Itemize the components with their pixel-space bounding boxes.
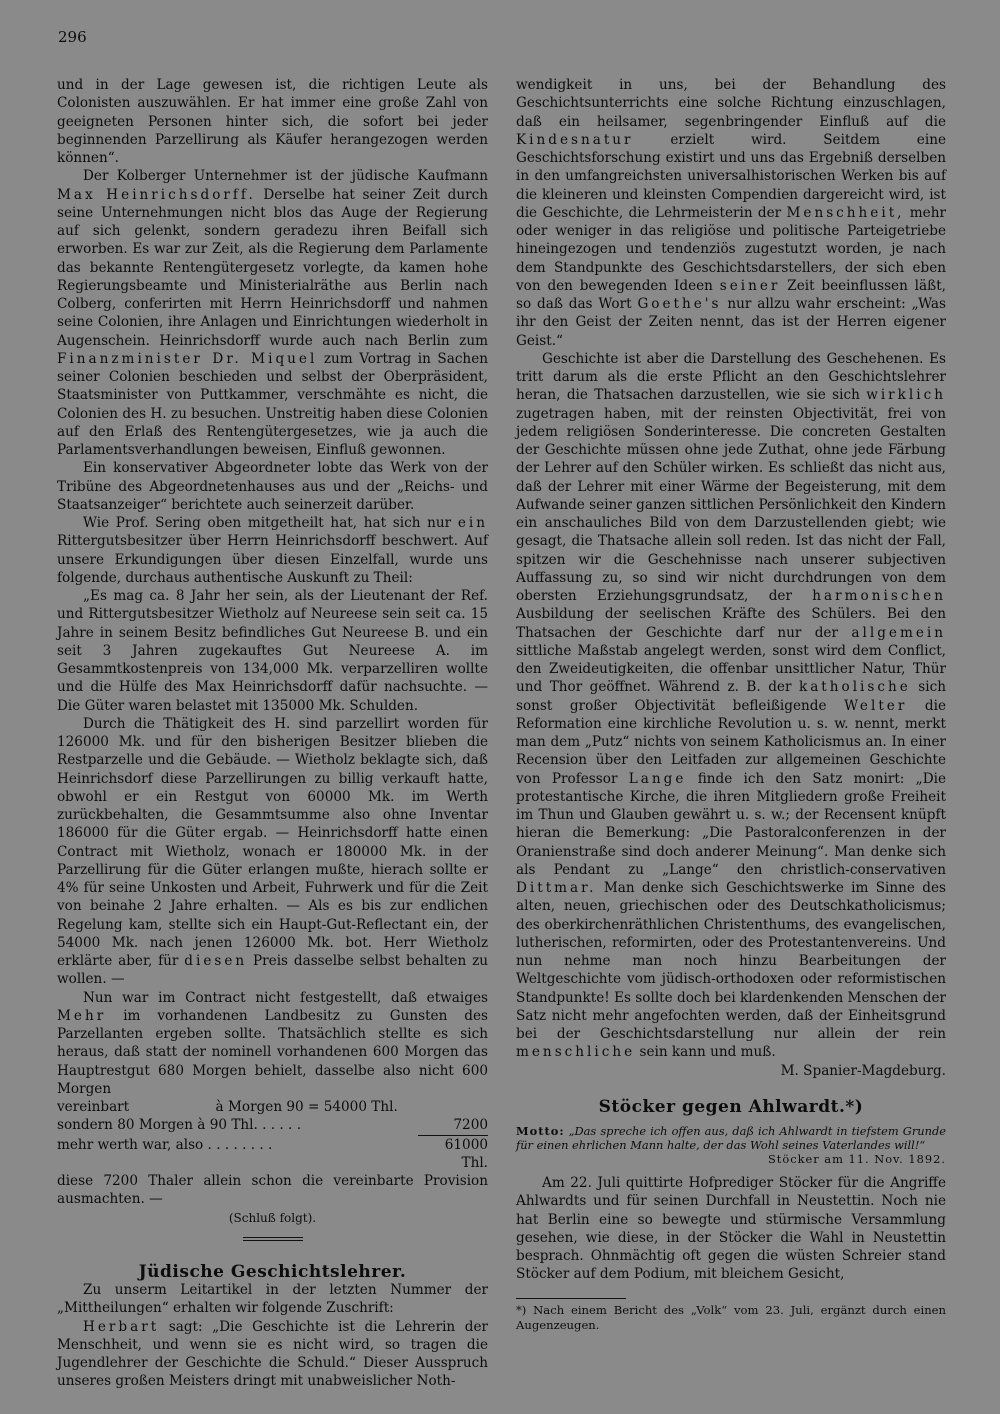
page-number: 296 bbox=[58, 28, 87, 46]
left-column bbox=[57, 76, 488, 1391]
spaced-word: allgemein bbox=[851, 624, 946, 641]
motto-label: Motto: bbox=[516, 1124, 565, 1138]
calc-text: sondern 80 Morgen à 90 Thl. . . . . . bbox=[57, 1117, 302, 1134]
text-run: Preis dasselbe selbst behalten zu wollen. — bbox=[57, 953, 488, 988]
footnote-rule bbox=[516, 1298, 626, 1299]
spaced-name: Max Heinrichsdorff. bbox=[57, 186, 256, 203]
spaced-name: Finanzminister Dr. Miquel bbox=[57, 350, 318, 367]
text-run: mehr oder weniger in das religiöse und politische Parteigetriebe hineingezogen und tendenziös zugestutzt worden, je nach dem Standpunkte des Geschichtsdarstellers, der sich eben von den bewegenden Ideen bbox=[516, 204, 946, 294]
right-column bbox=[516, 76, 946, 1333]
calc-text: vereinbart à Morgen 90 = 54000 Thl. bbox=[57, 1099, 398, 1115]
text-run: sein kann und muß. bbox=[639, 1044, 776, 1061]
spaced-name: Goethe's bbox=[637, 296, 722, 312]
paragraph bbox=[57, 167, 488, 459]
text-run: sich sonst großer Objectivität befleißigende bbox=[516, 679, 946, 714]
text-run: finde ich den Satz monirt: „Die protestantische Kirche, die ihren Mitgliedern große Freiheit im Thun und Glauben gewährt u. s. w.; der Recensent knüpft hieran die Bemerkung: „Die Pastoralconferenzen in der Oranienstraße sind doch anderer Meinung“. Man denke sich als Pendant zu „Lange“ den christlich-conservativen bbox=[516, 770, 947, 878]
author-signature: M. Spanier-Magdeburg. bbox=[780, 1062, 946, 1079]
text-run: Wie Prof. Sering oben mitgetheilt hat, hat sich nur bbox=[83, 515, 452, 531]
paragraph: Am 22. Juli quittirte Hofprediger Stöcker für die Angriffe Ahlwardts und für seinen Durchfall in Neustettin. Noch nie hat Berlin eine so bewegte und stürmische Versammlung gesehen, wie diese, in der Stöcker die Wahl in Neustettin besprach. Ohnmächtig oft gegen die wüsten Schreier stand Stöcker auf dem Podium, mit bleichem Gesicht, bbox=[516, 1175, 946, 1283]
text-run: Nun war im Contract nicht festgestellt, daß etwaiges bbox=[83, 989, 488, 1006]
spaced-word: seiner bbox=[719, 277, 781, 294]
spaced-word: Menschheit, bbox=[786, 204, 905, 221]
calc-row bbox=[57, 1098, 488, 1116]
footnote: *) Nach einem Bericht des „Volk“ vom 23. Juli, ergänzt durch einen Augenzeugen. bbox=[516, 1302, 946, 1332]
continued-note: (Schluß folgt). bbox=[228, 1210, 317, 1225]
spaced-word: diesen bbox=[184, 953, 248, 969]
paragraph: und in der Lage gewesen ist, die richtigen Leute als Colonisten auszuwählen. Er hat immer eine große Zahl von geeigneten Personen hinter sich, die sofort bei jeder beginnenden Parzellirung als Käufer herangezogen werden können“. bbox=[57, 77, 488, 166]
calc-row bbox=[57, 1116, 488, 1135]
text-run: zugetragen haben, mit der reinsten Objectivität, frei von jedem religiösen Sonderinteresse. Die concreten Gestalten der Geschichte müssen ohne jede Zuthat, ohne jede Färbung der Lehrer auf den Schüler wirken. Es schließt das nicht aus, daß der Lehrer mit einer Wärme der Begeisterung, mit dem Aufwande seiner ganzen sittlichen Persönlichkeit den Kindern ein anschauliches Bild von dem Darzustellenden giebt; wie gesagt, die Thatsache allein soll reden. Ist das nicht der Fall, spitzen wir die Geschehnisse nach unserer subjectiven Auffassung zu, so sind wir nicht durchdrungen von dem obersten Erziehungsgrundsatz, der bbox=[516, 405, 946, 604]
spaced-word: Mehr bbox=[57, 1007, 107, 1024]
text-run: zum Vortrag in Sachen seiner Colonien beschieden und selbst der Oberpräsident, Staatsminister von Puttkammer, verschmähte es nicht, die Colonien des H. zu besuchen. Unstreitig haben diese Colonien auf den Erlaß des Rentengütergesetzes, wie ja auch die Parlamentsverhandlungen beweisen, Einfluß gewonnen. bbox=[57, 350, 488, 458]
paragraph bbox=[516, 350, 946, 1062]
text-run: Zeit beeinflussen läßt, so daß das Wort bbox=[516, 277, 946, 312]
paragraph bbox=[57, 989, 488, 1099]
calculation-table bbox=[57, 1098, 488, 1172]
spaced-name: Welter bbox=[844, 697, 908, 714]
spaced-name: Dittmar. bbox=[516, 880, 597, 896]
text-run: Geschichte ist aber die Darstellung des Geschehenen. Es tritt darum als die erste Pflicht an den Geschichtslehrer heran, die Thatsachen darzustellen, wie sie sich bbox=[516, 350, 946, 404]
spaced-word: wirklich bbox=[866, 387, 946, 404]
calc-value: 7200 bbox=[418, 1116, 488, 1135]
paragraph: diese 7200 Thaler allein schon die vereinbarte Provision ausmachten. — bbox=[57, 1173, 488, 1208]
paragraph: Zu unserm Leitartikel in der letzten Nummer der „Mittheilungen“ erhalten wir folgende Zuschrift: bbox=[57, 1282, 488, 1317]
text-run: Der Kolberger Unternehmer ist der jüdische Kaufmann bbox=[83, 168, 488, 185]
text-run: Durch die Thätigkeit des H. sind parzellirt worden für 126000 Mk. und für den bisherigen Besitzer blieben die Restparzelle und die Gebäude. — Wietholz beklagte sich, daß Heinrichsdorf diese Parzellirungen zu billig verkauft hatte, obwohl er ein Restgut von 60000 Mk. im Werth zurückbehalten, die Gesammtsumme also ohne Inventar 186000 für die Güter ergab. — Heinrichsdorff hatte einen Contract mit Wietholz, wonach er 180000 Mk. in der Parzellirung für die Güter erlangen mußte, hierach sollte er 4% für seine Unkosten und Arbeit, Fuhrwerk und für die Zeit von beinahe 2 Jahre erhalten. — Als es bis zur endlichen Regelung kam, stellte sich ein Haupt-Gut-Reflectant ein, der 54000 Mk. nach jenen 126000 Mk. bot. Herr Wietholz erklärte aber, für bbox=[57, 715, 488, 969]
text-run: Rittergutsbesitzer über Herrn Heinrichsdorff beschwert. Auf unsere Erkundigungen über diesen Einzelfall, wurde uns folgende, durchaus authentische Auskunft zu Theil: bbox=[57, 533, 488, 586]
text-run: sittliche Maßstab angelegt werden, sonst wird dem Conflict, den Zweideutigkeiten, die offenbar unsittlicher Natur, Thür und Thor geöffnet. Während z. B. der bbox=[516, 642, 946, 696]
spaced-name: Herbart bbox=[83, 1318, 160, 1335]
paragraph bbox=[57, 1318, 488, 1391]
text-run: Ausbildung der seelischen Kräfte des Schülers. Bei den Thatsachen der Geschichte darf nur der bbox=[516, 606, 946, 641]
motto-text: „Das spreche ich offen aus, daß ich Ahlwardt in tiefstem Grunde für einen ehrlichen Mann halte, der das Wohl seines Vaterlandes will!“ bbox=[516, 1124, 947, 1152]
calc-value: 61000 Thl. bbox=[444, 1136, 488, 1171]
text-run: wendigkeit in uns, bei der Behandlung des Geschichtsunterrichts eine solche Richtung einzuschlagen, daß ein heilsamer, segenbringender Einfluß auf die bbox=[516, 77, 946, 130]
text-run: sagt: „Die Geschichte ist die Lehrerin der Menschheit, und wenn sie es nicht wird, so tragen die Jugendlehrer der Geschichte die Schuld.“ Dieser Ausspruch unseres großen Meisters dringt mit unabweislicher Noth- bbox=[57, 1318, 488, 1390]
section-divider bbox=[243, 1237, 303, 1241]
spaced-name: Lange bbox=[628, 770, 687, 787]
paragraph bbox=[516, 76, 946, 350]
motto bbox=[516, 1124, 946, 1166]
spaced-word: ein bbox=[457, 515, 488, 531]
paragraph: Ein konservativer Abgeordneter lobte das Werk von der Tribüne des Abgeordnetenhauses aus und der „Reichs- und Staatsanzeiger“ berichtete auch seinerzeit darüber. bbox=[57, 460, 488, 513]
text-run: die Reformation eine kirchliche Revolution u. s. w. nennt, merkt man dem „Putz“ nichts von seinem Katholicismus an. In einer Recension über den Leitfaden zur allgemeinen Geschichte von Professor bbox=[516, 697, 946, 787]
text-run: Derselbe hat seiner Zeit durch seine Unternehmungen nicht blos das Auge der Regierung auf sich gelenkt, sondern geradezu ihren Beifall sich erworben. Es war zur Zeit, als die Regierung dem Parlamente das bekannte Rentengütergesetz vorlegte, da kamen hohe Regierungsbeamte und Ministerialräthe aus Berlin nach Colberg, conferirten mit Herrn Heinrichsdorff und nahmen seine Colonien, ihre Anlagen und Einrichtungen wiederholt in Augenschein. Heinrichsdorff wurde auch nach Berlin zum bbox=[57, 186, 488, 349]
spaced-word: menschliche bbox=[516, 1044, 636, 1061]
motto-source: Stöcker am 11. Nov. 1892. bbox=[767, 1152, 946, 1166]
text-run: im vorhandenen Landbesitz zu Gunsten des Parzellanten ergeben sollte. Thatsächlich stellte es sich heraus, daß statt der nominell vorhandenen 600 Morgen das Hauptrestgut 680 Morgen behielt, dasselbe also nicht 600 Morgen bbox=[57, 1007, 489, 1097]
text-run: erzielt wird. Seitdem eine Geschichtsforschung existirt und uns das Ergebniß derselben in den umfangreichsten universalhistorischen Werken bis auf die kleineren und kleinsten Compendien dargereicht wird, ist die Geschichte, die Lehrmeisterin der bbox=[516, 131, 947, 221]
spaced-word: harmonischen bbox=[812, 588, 946, 604]
article-heading: Jüdische Geschichtslehrer. bbox=[138, 1261, 407, 1282]
calc-text: mehr werth war, also . . . . . . . . bbox=[57, 1136, 273, 1153]
article-heading: Stöcker gegen Ahlwardt.*) bbox=[598, 1096, 864, 1117]
text-run: Man denke sich Geschichtswerke im Sinne des alten, neuen, griechischen oder des Deutschkatholicismus; des oberkirchenräthlichen Christenthums, des evangelischen, lutherischen, reformirten, oder des Protestantenvereins. Und nun nehme man noch hinzu Bearbeitungen der Weltgeschichte vom jüdisch-orthodoxen oder reformistischen Standpunkte! Es sollte doch bei klardenkenden Menschen der Satz nicht mehr angefochten werden, daß der Einheitsgrund bei der Geschichtsdarstellung nur allein der rein bbox=[516, 880, 946, 1042]
calc-row bbox=[57, 1136, 488, 1173]
paragraph bbox=[57, 715, 488, 989]
paragraph bbox=[57, 514, 488, 587]
spaced-word: Kindesnatur bbox=[516, 131, 634, 148]
spaced-word: katholische bbox=[798, 679, 911, 696]
text-run: nur allzu wahr erscheint: „Was ihr den Geist der Zeiten nennt, das ist der Herren eigener Geist.“ bbox=[516, 296, 946, 349]
paragraph: „Es mag ca. 8 Jahr her sein, als der Lieutenant der Ref. und Rittergutsbesitzer Wietholz auf Neureese sein seit ca. 15 Jahre in seinem Besitz befindliches Gut Neureese B. und ein seit 3 Jahren zugekauftes Gut Neureese A. im Gesammtkostenpreis von 134,000 Mk. verparzelliren wollte und die Hülfe des Max Heinrichsdorff dafür nachsuchte. — Die Güter waren belastet mit 135000 Mk. Schulden. bbox=[57, 588, 488, 714]
